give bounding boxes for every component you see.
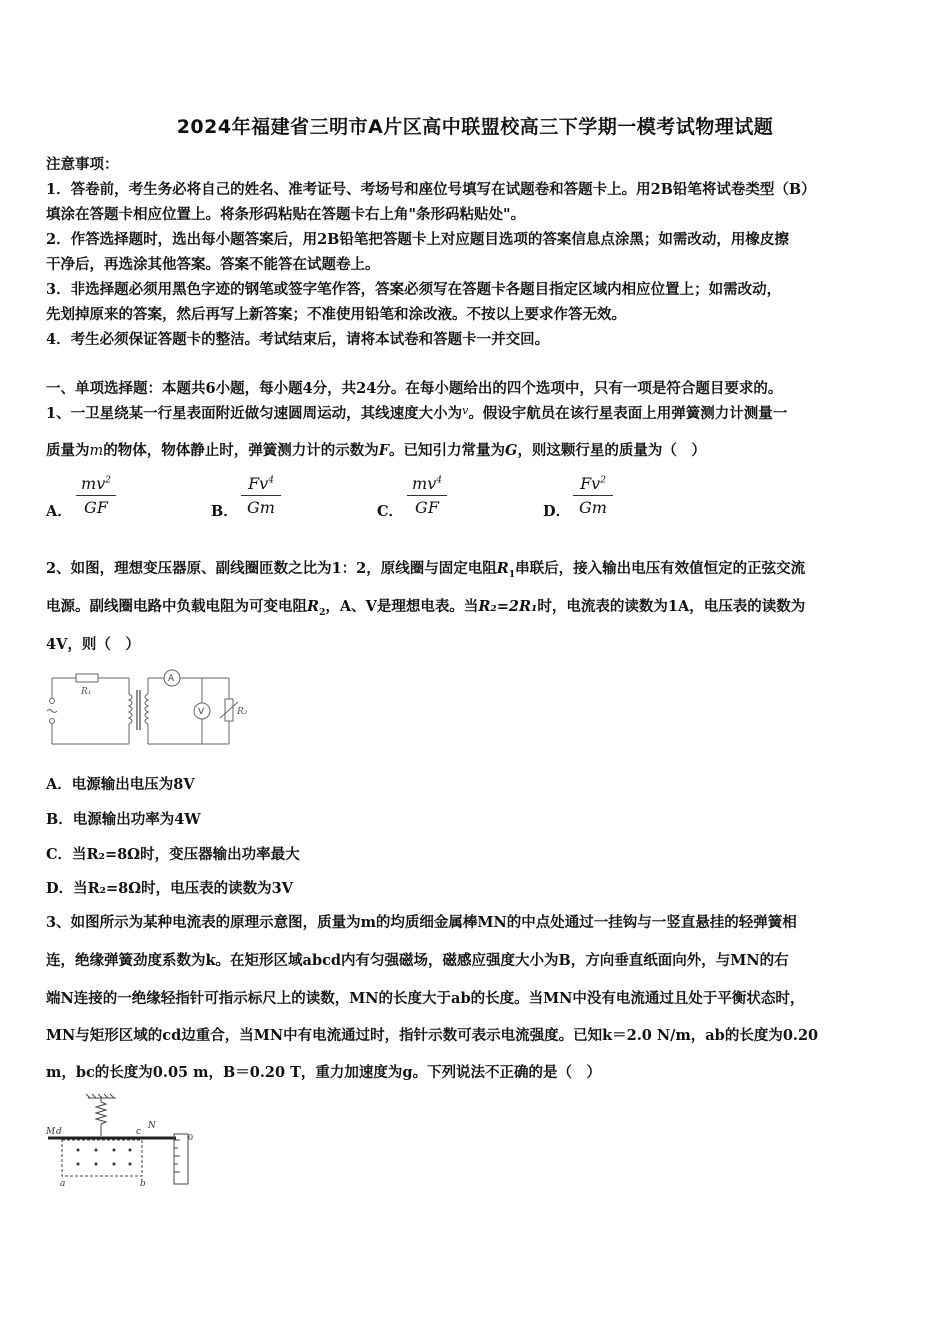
notice-line-1: 1．答卷前，考生务必将自己的姓名、准考证号、考场号和座位号填写在试题卷和答题卡上。用2B铅笔将试卷类型（B） [46,181,816,198]
transformer-circuit-diagram [44,666,264,752]
q2-line-3: 4V，则（ ） [46,636,140,653]
r1-label: R₁ [81,687,92,697]
notice-line-7: 4．考生必须保证答题卡的整洁。考试结束后，请将本试卷和答题卡一并交回。 [46,331,550,348]
q3-line-2: 连，绝缘弹簧劲度系数为k。在矩形区域abcd内有匀强磁场，磁感应强度大小为B，方向垂直纸面向外，与MN的右 [46,952,789,969]
label-n: N [148,1121,156,1131]
notice-line-4: 干净后，再选涂其他答案。答案不能答在试题卷上。 [46,256,380,273]
label-c: c [136,1127,142,1137]
label-b: b [140,1179,146,1189]
q3-line-3: 端N连接的一绝缘轻指针可指示标尺上的读数，MN的长度大于ab的长度。当MN中没有电流通过且处于平衡状态时， [46,990,805,1007]
exam-page: 2024年福建省三明市A片区高中联盟校高三下学期一模考试物理试题 注意事项： 1．答卷前，考生务必将自己的姓名、准考证号、考场号和座位号填写在试题卷和答题卡上。用2B铅笔将试卷类型（B） 填涂在答题卡相应位置上。将条形码粘贴在答题卡右上角"条形码粘贴处"。 2．作答选择题时，选出每小题答案后，用2B铅笔把答题卡上对应题目选项的答案信息点涂黑；如需改动，用橡皮擦 干净后，再选涂其他答案。答案不能答在试题卷上。 3．非选择题必须用黑色字迹的钢笔或签字笔作答，答案必须写在答题卡各题目指定区域内相应位置上；如需改动， 先划掉原来的答案，然后再写上新答案；不准使用铅笔和涂改液。不按以上要求作答无效。 4．考生必须保证答题卡的整洁。考试结束后，请将本试卷和答题卡一并交回。 一、单项选择题：本题共6小题，每小题4分，共24分。在每小题给出的四个选项中，只有一项是符合题目要求的。 1、一卫星绕某一行星表面附近做匀速圆周运动，其线速度大小为$^v$。假设宇航员在该行星表面上用弹簧测力计测量一 质量为m的物体，物体静止时，弹簧测力计的示数为F。已知引力常量为G，则这颗行星的质量为（ ） A． $\frac{mv^2}{GF}$ B． $\frac{Fv^4}{Gm}$ C． $\frac{mv^4}{GF}$ D． $\frac{Fv^2}{Gm}$ 2、如图，理想变压器原、副线圈匝数之比为1：2，原线圈与固定电阻$R_1$串联后，接入输出电压有效值恒定的正弦交流 电源。副线圈电路中负载电阻为可变电阻$R_2$，A、V是理想电表。当R₂=2R₁时，电流表的读数为1A，电压表的读数为 4V，则（ ） R₁ A V R₂ A．电源输出电压为8V B．电源输出功率为4W C．当R₂=8Ω时，变压器输出功率最大 D．当R₂=8Ω时，电压表的读数为3V 3、如图所示为某种电流表的原理示意图，质量为m的均质细金属棒MN的中点处通过一挂钩与一竖直悬挂的轻弹簧相 连，绝缘弹簧劲度系数为k。在矩形区域abcd内有匀强磁场，磁感应强度大小为B，方向垂直纸面向外，与MN的右 端N连接的一绝缘轻指针可指示标尺上的读数，MN的长度大于ab的长度。当MN中没有电流通过且处于平衡状态时， MN与矩形区域的cd边重合，当MN中有电流通过时，指针示数可表示电流强度。已知k＝2.0 N/m，ab的长度为0.20 m，bc的长度为0.05 m，B＝0.20 T，重力加速度为g。下列说法不正确的是（ ） M d c N a b 0 [0,0,950,1344]
page-title: 2024年福建省三明市A片区高中联盟校高三下学期一模考试物理试题 [176,116,774,138]
notice-line-6: 先划掉原来的答案，然后再写上新答案；不准使用铅笔和涂改液。不按以上要求作答无效。 [46,306,626,323]
q2-line-2: 电源。副线圈电路中负载电阻为可变电阻$R_2$，A、V是理想电表。当R₂=2R₁时，电流表的读数为1A，电压表的读数为 [46,598,806,618]
q2-option-a[interactable]: A．电源输出电压为8V [46,776,195,793]
label-d: d [56,1127,62,1137]
notice-line-2: 填涂在答题卡相应位置上。将条形码粘贴在答题卡右上角"条形码粘贴处"。 [46,206,526,223]
voltmeter-label: V [198,707,205,717]
section-heading: 一、单项选择题：本题共6小题，每小题4分，共24分。在每小题给出的四个选项中，只有一项是符合题目要求的。 [46,380,783,397]
q1-line-2: 质量为m的物体，物体静止时，弹簧测力计的示数为F。已知引力常量为G，则这颗行星的质量为（ ） [46,442,706,459]
q3-line-1: 3、如图所示为某种电流表的原理示意图，质量为m的均质细金属棒MN的中点处通过一挂钩与一竖直悬挂的轻弹簧相 [46,914,797,931]
label-m: M [46,1127,56,1137]
ammeter-principle-diagram [44,1092,214,1190]
q3-line-4: MN与矩形区域的cd边重合，当MN中有电流通过时，指针示数可表示电流强度。已知k＝2.0 N/m，ab的长度为0.20 [46,1027,819,1044]
q2-option-b[interactable]: B．电源输出功率为4W [46,811,201,828]
notice-heading: 注意事项： [46,156,119,173]
notice-line-3: 2．作答选择题时，选出每小题答案后，用2B铅笔把答题卡上对应题目选项的答案信息点涂黑；如需改动，用橡皮擦 [46,231,789,248]
scale-zero-label: 0 [188,1133,194,1142]
ammeter-label: A [168,674,175,684]
q2-line-1: 2、如图，理想变压器原、副线圈匝数之比为1：2，原线圈与固定电阻$R_1$串联后，接入输出电压有效值恒定的正弦交流 [46,560,806,580]
q2-option-d[interactable]: D．当R₂=8Ω时，电压表的读数为3V [46,880,293,897]
q3-line-5: m，bc的长度为0.05 m，B＝0.20 T，重力加速度为g。下列说法不正确的是（ ） [46,1064,602,1081]
q2-option-c[interactable]: C．当R₂=8Ω时，变压器输出功率最大 [46,846,300,863]
notice-line-5: 3．非选择题必须用黑色字迹的钢笔或签字笔作答，答案必须写在答题卡各题目指定区域内相应位置上；如需改动， [46,281,782,298]
q1-line-1: 1、一卫星绕某一行星表面附近做匀速圆周运动，其线速度大小为$^v$。假设宇航员在该行星表面上用弹簧测力计测量一 [46,404,788,422]
r2-label: R₂ [237,707,248,717]
label-a: a [60,1179,66,1189]
